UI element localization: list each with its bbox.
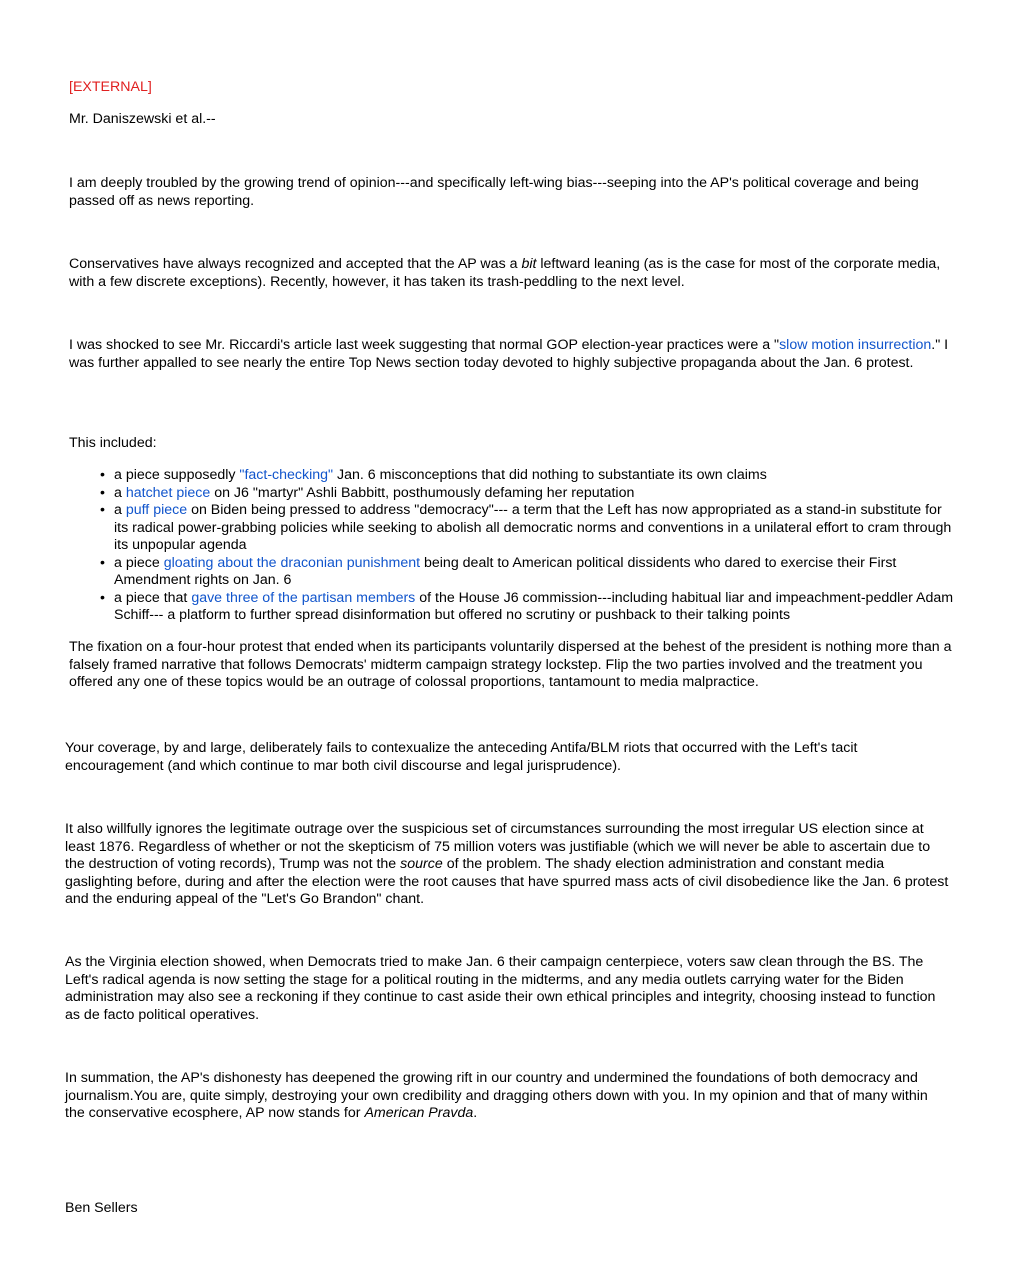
- emphasis-text: American Pravda: [364, 1105, 474, 1121]
- text-segment: of the House J6 commission---including habitual liar and impeachment-peddler Adam Schiff--- a platform to further spread disinformation but offered no scrutiny or pushback to their talking points: [114, 589, 954, 623]
- list-item: [100, 502, 954, 555]
- salutation: Mr. Daniszewski et al.--: [69, 111, 216, 127]
- emphasis-text: source: [400, 856, 443, 872]
- link-fact-checking[interactable]: "fact-checking": [239, 467, 334, 483]
- bullet-icon: •: [100, 484, 105, 501]
- paragraph-opening: I am deeply troubled by the growing trend of opinion---and specifically left-wing bias---seeping into the AP's political coverage and being passed off as news reporting.: [69, 175, 919, 209]
- link-hatchet-piece[interactable]: hatchet piece: [125, 484, 211, 501]
- list-item: [100, 589, 954, 625]
- signature: Ben Sellers: [65, 1200, 138, 1216]
- text-segment: Jan. 6 misconceptions that did nothing to substantiate its own claims: [333, 467, 767, 483]
- link-slow-motion-insurrection[interactable]: slow motion insurrection: [779, 337, 932, 353]
- text-segment: a: [114, 502, 126, 518]
- list-item: [100, 484, 954, 503]
- text-segment: .: [473, 1105, 478, 1121]
- bullet-icon: •: [100, 467, 105, 483]
- text-segment: Conservatives have always recognized and accepted that the AP was a: [69, 256, 522, 272]
- list-item: [100, 554, 954, 590]
- emphasis-text: bit: [521, 256, 537, 272]
- paragraph-conservatives: [69, 256, 955, 291]
- paragraph-riccardi: [69, 337, 955, 372]
- text-segment: on Biden being pressed to address "democracy"--- a term that the Left has now appropriated as a stand-in substitute for its radical power-grabbing policies while seeking to abolish all democratic norms and conventions in a unilateral effort to cram through its unpopular agenda: [114, 502, 952, 553]
- list-item: [100, 467, 954, 485]
- text-segment: It also willfully ignores the legitimate outrage over the suspicious set of circumstances surrounding the most irregular US election since at least 1876. Regardless of whether or not the skepticism of 75 million voters was justifiable (which we will never be able to ascertain due to the destruction of voting records), Trump was not the: [65, 821, 931, 872]
- text-segment: In summation, the AP's dishonesty has deepened the growing rift in our country and undermined the foundations of both democracy and journalism.You are, quite simply, destroying your own credibility and dragging others down with you. In my opinion and that of many within the conservative ecosphere, AP now stands for: [65, 1070, 928, 1121]
- text-segment: ." I was further appalled to see nearly the entire Top News section today devoted to highly subjective propaganda about the Jan. 6 protest.: [69, 337, 949, 371]
- bullet-icon: •: [100, 502, 105, 518]
- text-segment: leftward leaning (as is the case for most of the corporate media, with a few discrete exceptions). Recently, however, it has taken its trash-peddling to the next level.: [69, 256, 941, 290]
- bullet-icon: •: [100, 589, 105, 606]
- paragraph-summation: [65, 1070, 951, 1123]
- text-segment: a piece: [114, 554, 164, 571]
- text-segment: a piece that: [114, 589, 192, 606]
- text-segment: I was shocked to see Mr. Riccardi's article last week suggesting that normal GOP election-year practices were a ": [69, 337, 780, 353]
- paragraph-election: [65, 821, 951, 909]
- text-segment: being dealt to American political dissidents who dared to exercise their First Amendment rights on Jan. 6: [114, 554, 897, 588]
- text-segment: a piece supposedly: [114, 467, 240, 483]
- link-partisan-members[interactable]: gave three of the partisan members: [191, 589, 416, 606]
- paragraph-virginia: As the Virginia election showed, when Democrats tried to make Jan. 6 their campaign centerpiece, voters saw clean through the BS. The Left's radical agenda is now setting the stage for a political routing in the midterms, and any media outlets carrying water for the Biden administration may also see a reckoning if they continue to cast aside their own ethical principles and integrity, choosing instead to function as de facto political operatives.: [65, 954, 936, 1023]
- text-segment: of the problem. The shady election administration and constant media gaslighting before, during and after the election were the root causes that have spurred mass acts of civil disobedience like the Jan. 6 protest and the enduring appeal of the "Let's Go Brandon" chant.: [65, 856, 949, 907]
- external-tag: [EXTERNAL]: [69, 79, 152, 95]
- articles-list: [100, 467, 954, 625]
- text-segment: a: [114, 484, 126, 501]
- bullet-icon: •: [100, 554, 105, 571]
- list-intro: This included:: [69, 435, 157, 451]
- link-puff-piece[interactable]: puff piece: [125, 502, 188, 518]
- paragraph-coverage: Your coverage, by and large, deliberately fails to contexualize the anteceding Antifa/BLM riots that occurred with the Left's tacit encouragement (and which continue to mar both civil discourse and legal jurisprudence).: [65, 740, 858, 774]
- paragraph-fixation: The fixation on a four-hour protest that ended when its participants voluntarily dispersed at the behest of the president is nothing more than a falsely framed narrative that follows Democrats' midterm campaign strategy lockstep. Flip the two parties involved and the treatment you offered any one of these topics would be an outrage of colossal proportions, tantamount to media malpractice.: [69, 639, 952, 690]
- text-segment: on J6 "martyr" Ashli Babbitt, posthumously defaming her reputation: [210, 484, 635, 501]
- link-draconian-punishment[interactable]: gloating about the draconian punishment: [163, 554, 421, 571]
